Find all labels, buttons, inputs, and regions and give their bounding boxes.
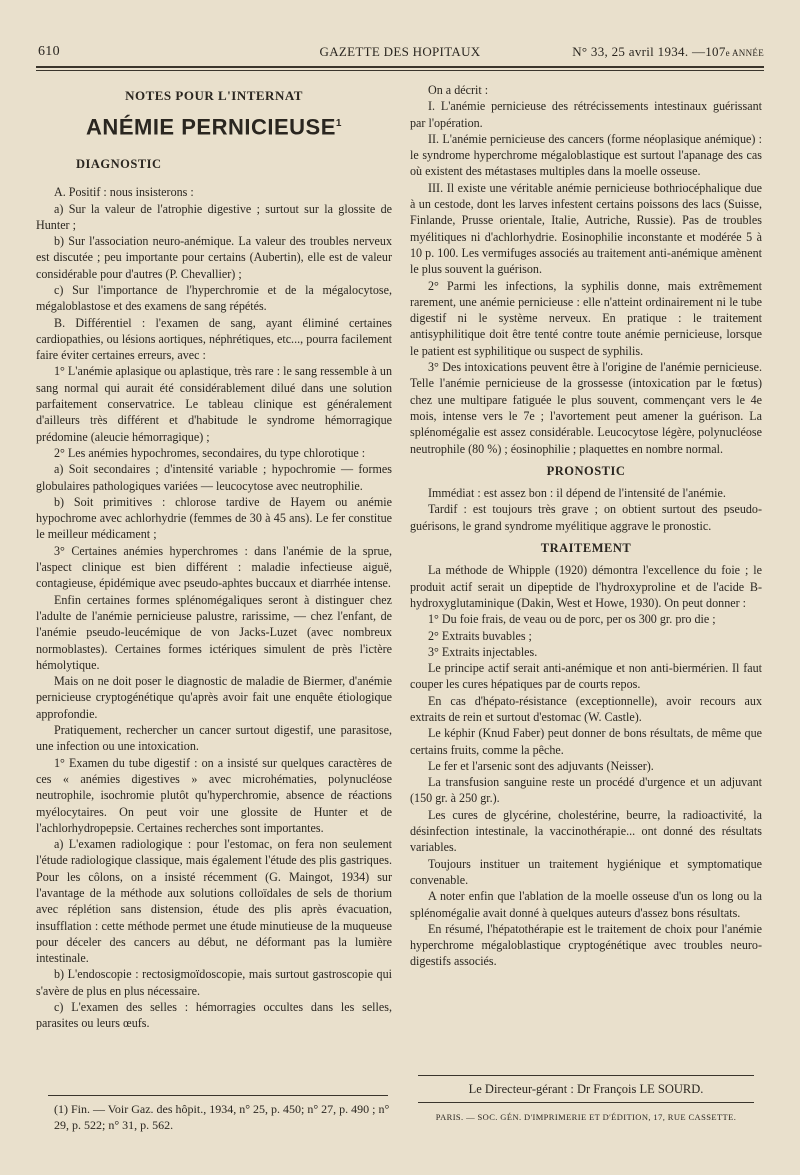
paragraph: c) Sur l'importance de l'hyperchromie et de la mégalocytose, mégaloblastose et des examens de sang répétés. [36,283,392,314]
paragraph: En résumé, l'hépatothérapie est le traitement de choix pour l'anémie hyperchrome mégaloblastique cryptogénétique avec troubles neuro-digestifs associés. [410,921,762,969]
paragraph: Enfin certaines formes splénomégaliques seront à distinguer chez l'adulte de l'anémie pernicieuse palustre, rarissime, — chez l'enfant, de l'anémie pseudo-leucémique de von Jacks-Luzet (avec nombreux normoblastes). Certaines formes ictériques simulent de près l'ictère hémolytique. [36,592,392,672]
prognosis-heading: PRONOSTIC [546,463,626,478]
paragraph: Le principe actif serait anti-anémique et non anti-biermérien. Il faut couper les cures hépatiques par de courts repos. [410,661,762,692]
journal-title: GAZETTE DES HOPITAUX [319,44,481,59]
paragraph: 1° L'anémie aplasique ou aplastique, très rare : le sang ressemble à un sang normal qui aurait été considérablement dilué dans une solution parfaitement conservatrice. Le tableau clinique est généralement d'ailleurs très différent et d'habitude le syndrome hémorragique prédomine (aleucie hémorragique) ; [36,364,392,444]
paragraph: 3° Certaines anémies hyperchromes : dans l'anémie de la sprue, l'aspect clinique est bien différent : maladie infectieuse aiguë, contagieuse, épidémique avec pseudo-aphtes buccaux et diarrhée intense. [36,543,392,591]
header-rule-thin [36,70,764,71]
paragraph: 1° Examen du tube digestif : on a insisté sur quelques caractères de ces « anémies digestives » avec microhématies, polynucléose neutrophile, isochromie plutôt qu'hyperchromie, absence de réactions myélocytaires. On peut voir une glossite de Hunter et de l'achlorhydropepsie. Certaines recherches sont importantes. [36,755,392,835]
paragraph: II. L'anémie pernicieuse des cancers (forme néoplasique anémique) : le syndrome hyperchrome mégaloblastique est surtout l'apanage des cas où existent des métastases multiples dans la moelle osseuse. [410,131,762,179]
paragraph: Immédiat : est assez bon : il dépend de l'intensité de l'anémie. [428,486,726,501]
paragraph: a) Soit secondaires ; d'intensité variable ; hypochromie — formes globulaires pathologiques variées — leucocytose avec neutrophilie. [36,462,392,493]
director-rule-top [418,1075,754,1076]
article-title-text: ANÉMIE PERNICIEUSE [86,114,336,140]
paragraph: 2° Extraits buvables ; [428,628,532,643]
issue-info [572,44,764,60]
paragraph: a) L'examen radiologique : pour l'estomac, on fera non seulement l'étude radiologique classique, mais également l'étude des plis gastriques. Pour les côlons, on a insisté récemment (G. Maingot, 1934) sur l'avantage de la méthode aux solutions colloïdales de sels de thorium avec réplétion sans distension, étude des plis après évacuation, insufflation : cette méthode permet une étude minutieuse de la muqueuse pour déceler des cancers au début, ne déformant pas la lumière intestinale. [36,837,392,966]
right-column [410,82,762,970]
diagnostic-heading: DIAGNOSTIC [76,156,162,171]
paragraph: En cas d'hépato-résistance (exceptionnelle), avoir recours aux extraits de rein et surtout d'estomac (W. Castle). [410,693,762,724]
printer-line: PARIS. — SOC. GÉN. D'IMPRIMERIE ET D'ÉDITION, 17, RUE CASSETTE. [435,1112,737,1122]
paragraph: 1° Du foie frais, de veau ou de porc, per os 300 gr. pro die ; [428,612,716,627]
paragraph: I. L'anémie pernicieuse des rétrécissements intestinaux guérissant par l'opération. [410,99,762,130]
paragraph: Toujours instituer un traitement hygiénique et symptomatique convenable. [410,856,762,887]
paragraph: B. Différentiel : l'examen de sang, ayant éliminé certaines cardiopathies, ou lésions aortiques, néphrétiques, etc..., pourra facilement faire éviter certaines erreurs, avec : [36,315,392,363]
director-rule-bottom [418,1102,754,1103]
paragraph: La méthode de Whipple (1920) démontra l'excellence du foie ; le produit actif serait un dipeptide de l'hydroxyproline et de l'acide B-hydroxyglutaminique (Dakin, West et Howe, 1930). On peut donner : [410,563,762,610]
footnote-rule [48,1095,388,1096]
paragraph: III. Il existe une véritable anémie pernicieuse bothriocéphalique due à un cestode, dont les larves infestent certains poissons des lacs (Suisse, Finlande, Prusse orientale, Italie, Autriche, Russie). Pas de troubles myélitiques ni d'achlorhydrie. Eosinophilie inconstante et modérée 5 à 10 p. 100. Les vermifuges associés au traitement anti-anémique amènent le plus souvent la guérison. [410,180,762,277]
left-column [36,82,392,1032]
paragraph: Les cures de glycérine, cholestérine, beurre, la radioactivité, la désinfection intestinale, la vaccinothérapie... ont donné des résultats variables. [410,807,762,855]
title-note-mark: 1 [335,118,342,130]
paragraph: b) L'endoscopie : rectosigmoïdoscopie, mais surtout gastroscopie qui s'avère de plus en plus nécessaire. [36,967,392,998]
running-header [36,40,764,60]
paragraph: 2° Les anémies hypochromes, secondaires, du type chlorotique : [54,445,366,460]
paragraph: Tardif : est toujours très grave ; on obtient surtout des pseudo-guérisons, le grand syndrome myélitique aggrave le pronostic. [410,502,762,533]
paragraph: Pratiquement, rechercher un cancer surtout digestif, une parasitose, une infection ou une intoxication. [36,723,392,754]
issue-suffix: e ANNÉE [725,48,764,58]
page-number: 610 [38,44,60,59]
treatment-heading: TRAITEMENT [540,541,632,556]
footnote: (1) Fin. — Voir Gaz. des hôpit., 1934, n° 25, p. 450; n° 27, p. 490 ; n° 29, p. 522; n° 31, p. 562. [54,1102,390,1132]
paragraph: Mais on ne doit poser le diagnostic de maladie de Biermer, d'anémie pernicieuse cryptogénétique qu'après avoir fait une enquête étiologique approfondie. [36,674,392,721]
paragraph: A. Positif : nous insisterons : [54,185,194,200]
paragraph: b) Soit primitives : chlorose tardive de Hayem ou anémie hypochrome avec achlorhydrie (femmes de 30 à 45 ans). Le fer constitue le meilleur médicament ; [36,494,392,542]
paragraph: Le képhir (Knud Faber) peut donner de bons résultats, de même que certains fruits, comme la pêche. [410,726,762,757]
paragraph: On a décrit : [428,83,489,97]
paragraph: b) Sur l'association neuro-anémique. La valeur des troubles nerveux est discutée ; peu importante pour certains (Aubertin), elle est de valeur considérable pour d'autres (P. Chevallier) ; [36,234,392,281]
paragraph: La transfusion sanguine reste un procédé d'urgence et un adjuvant (150 gr. à 250 gr.). [410,775,762,806]
issue-number: N° 33, 25 avril 1934. —107 [572,44,726,59]
article-title [36,114,392,140]
paragraph: Le fer et l'arsenic sont des adjuvants (Neisser). [428,758,654,773]
paragraph: a) Sur la valeur de l'atrophie digestive ; surtout sur la glossite de Hunter ; [36,201,392,232]
paragraph: 3° Des intoxications peuvent être à l'origine de l'anémie pernicieuse. Telle l'anémie pernicieuse de la grossesse (intoxication par le fœtus) chez une multipare fatiguée le plus souvent, commençant vers le 4e mois, intense vers le 7e ; l'avortement peut amener la guérison. La splénomégalie est assez considérable. Leucocytose légère, polynucléose neutrophile (80 %) ; éosinophilie ; plaquettes en nombre normal. [410,360,762,456]
paragraph: c) L'examen des selles : hémorragies occultes dans les selles, parasites ou leurs œufs. [36,1000,392,1031]
paragraph: 2° Parmi les infections, la syphilis donne, mais extrêmement rarement, une anémie pernicieuse : elle n'atteint ordinairement ni le tube digestif ni le système nerveux. En pratique : le traitement antisyphilitique doit être tenté contre toute anémie pernicieuse, lorsque le patient est syphilitique ou suspect de syphilis. [410,278,762,358]
section-heading: NOTES POUR L'INTERNAT [125,88,303,103]
header-rule-thick [36,66,764,68]
director-line: Le Directeur-gérant : Dr François LE SOURD. [468,1082,704,1096]
paragraph: 3° Extraits injectables. [428,644,538,659]
paragraph: A noter enfin que l'ablation de la moelle osseuse d'un os long ou la splénomégalie avait donné à quelques auteurs d'assez bons résultats. [410,889,762,920]
